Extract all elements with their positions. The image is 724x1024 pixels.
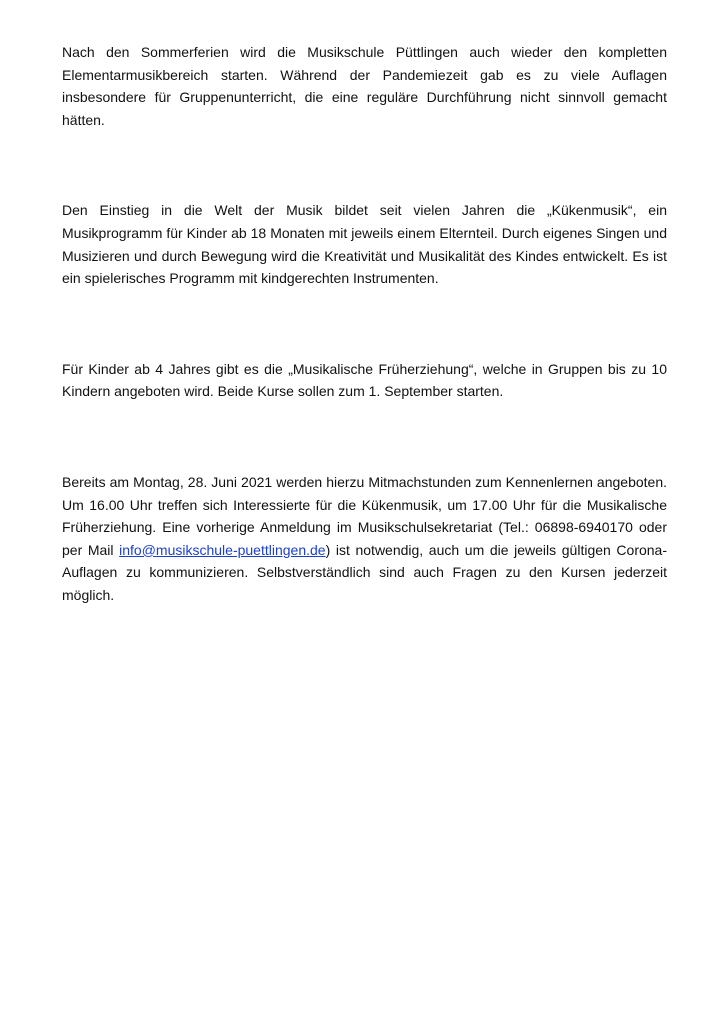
mitmachstunden-text-after: ) ist notwendig, auch um die jeweils gültigen Corona-Auflagen zu kommunizieren. Selbstverständlich sind auch Fragen zu den Kursen jederzeit möglich. bbox=[62, 541, 668, 603]
paragraph-frueherziehung: Für Kinder ab 4 Jahres gibt es die „Musikalische Früherziehung“, welche in Gruppen bis zu 10 Kindern angeboten wird. Beide Kurse sollen zum 1. September starten. bbox=[62, 360, 667, 400]
email-link[interactable]: info@musikschule-puettlingen.de bbox=[119, 541, 326, 558]
paragraph-mitmachstunden bbox=[62, 471, 667, 607]
paragraph-kuekenmusik: Den Einstieg in die Welt der Musik bildet seit vielen Jahren die „Kükenmusik“, ein Musikprogramm für Kinder ab 18 Monaten mit jeweils einem Elternteil. Durch eigenes Singen und Musizieren und durch Bewegung wird die Kreativität und Musikalität des Kindes entwickelt. Es ist ein spielerisches Programm mit kindgerechten Instrumenten. bbox=[62, 202, 667, 287]
document-body bbox=[62, 41, 667, 607]
mitmachstunden-text-before: Bereits am Montag, 28. Juni 2021 werden hierzu Mitmachstunden zum Kennenlernen angeboten. Um 16.00 Uhr treffen sich Interessierte für die Kükenmusik, um 17.00 Uhr für die Musikalische Früherziehung. Eine vorherige Anmeldung im Musikschulsekretariat (Tel.: 06898-6940170 oder per Mail bbox=[62, 473, 667, 558]
paragraph-sommerferien: Nach den Sommerferien wird die Musikschule Püttlingen auch wieder den kompletten Elementarmusikbereich starten. Während der Pandemiezeit gab es zu viele Auflagen insbesondere für Gruppenunterricht, die eine reguläre Durchführung nicht sinnvoll gemacht hätten. bbox=[62, 44, 667, 128]
